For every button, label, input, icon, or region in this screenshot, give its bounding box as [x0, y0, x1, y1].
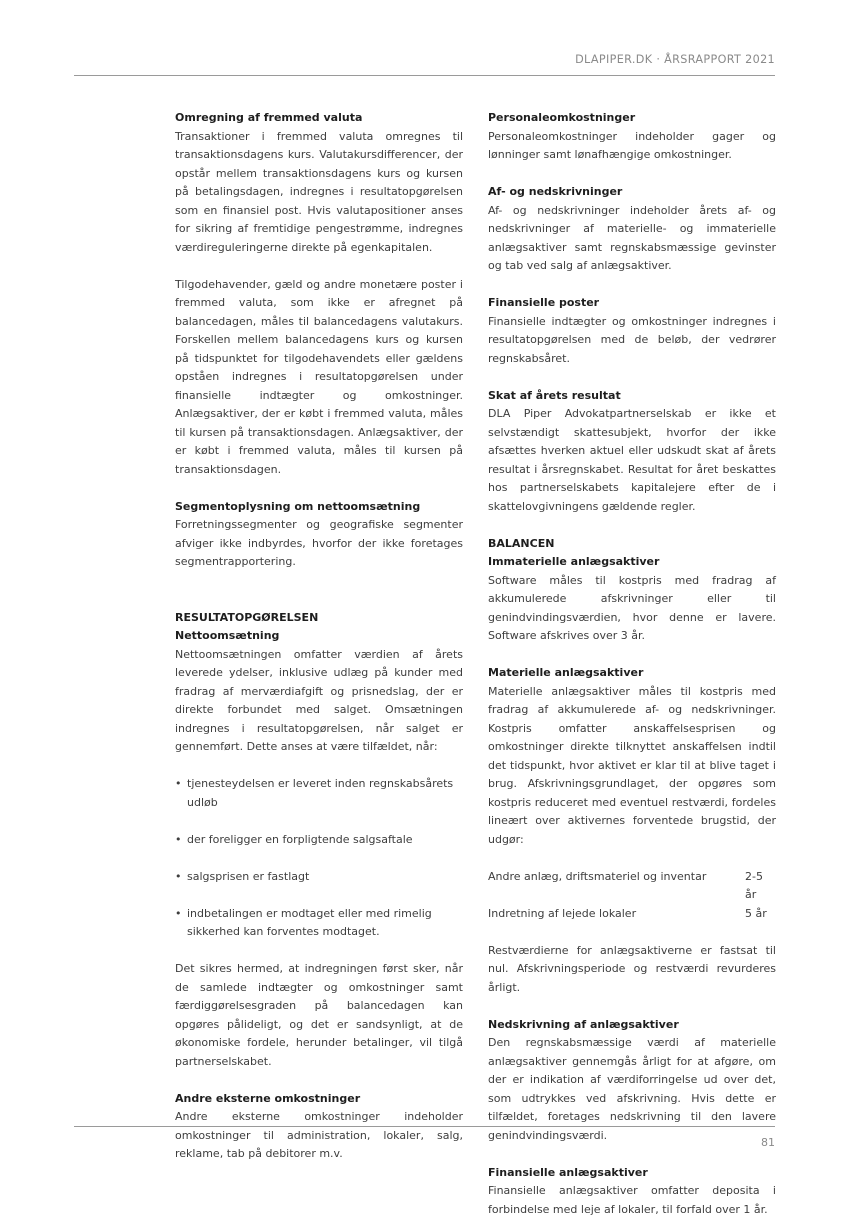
bullet-text: der foreligger en forpligtende salgsaftale: [187, 832, 413, 846]
bullet-text: indbetalingen er modtaget eller med rimelig sikkerhed kan forventes modtaget.: [187, 906, 432, 938]
bullet-text: tjenesteydelsen er leveret inden regnskabsårets udløb: [187, 777, 454, 809]
revenue-heading: Nettoomsætning: [175, 629, 280, 642]
financial-items-paragraph: Finansielle indtægter og omkostninger indregnes i resultatopgørelsen med de beløb, der vedrører regnskabsåret.: [488, 314, 776, 365]
bullet-text: salgsprisen er fastlagt: [187, 869, 310, 883]
page-header: [0, 0, 849, 76]
fx-heading: Omregning af fremmed valuta: [175, 111, 363, 124]
external-costs-heading: Andre eksterne omkostninger: [175, 1091, 361, 1105]
bullet-icon: •: [175, 777, 182, 790]
impairment-paragraph: Den regnskabsmæssige værdi af materielle anlægsaktiver gennemgås årligt for at afgøre, om der er indikation af værdiforringelse ud over det, som udtrykkes ved afskrivning. Hvis dette er tilfældet, foretages nedskrivning til den lavere genindvindingsværdi.: [488, 1036, 776, 1142]
right-column: [488, 109, 776, 1219]
intangible-assets-heading: Immaterielle anlægsaktiver: [488, 555, 660, 568]
external-costs-paragraph: Andre eksterne omkostninger indeholder omkostninger til administration, lokaler, salg, reklame, tab på debitorer m.v.: [175, 1110, 463, 1160]
depreciation-heading: Af- og nedskrivninger: [488, 185, 623, 198]
tax-paragraph: DLA Piper Advokatpartnerselskab er ikke et selvstændigt skattesubjekt, hvorfor der ikke afsættes hverken aktuel eller udskudt skat af årets resultat i årsregnskabet. Resultat for året beskattes hos partnerselskabets kapitalejere efter de i skattelovgivningens gældende regler.: [488, 407, 776, 513]
impairment-heading: Nedskrivning af anlægsaktiver: [488, 1017, 679, 1031]
useful-life-label: Indretning af lejede lokaler: [488, 906, 637, 920]
residual-value-paragraph: Restværdierne for anlægsaktiverne er fastsat til nul. Afskrivningsperiode og restværdi revurderes årligt.: [488, 943, 776, 994]
tangible-assets-paragraph: Materielle anlægsaktiver måles til kostpris med fradrag af akkumulerede af- og nedskrivninger. Kostpris omfatter anskaffelsesprisen og omkostninger direkte tilknyttet anskaffelsen indtil det tidspunkt, hvor aktivet er klar til at blive taget i brug. Afskrivningsgrundlaget, der opgøres som kostpris reduceret med eventuel restværdi, fordeles lineært over aktivernes forventede brugstid, der udgør:: [488, 684, 776, 846]
financial-assets-heading: Finansielle anlægsaktiver: [488, 1165, 648, 1179]
useful-life-row: [488, 905, 776, 924]
financial-assets-paragraph: Finansielle anlægsaktiver omfatter deposita i forbindelse med leje af lokaler, til forfald over 1 år.: [488, 1184, 776, 1216]
balance-section-title: BALANCEN: [488, 536, 555, 550]
tax-heading: Skat af årets resultat: [488, 388, 621, 402]
footer-divider: [74, 1126, 775, 1127]
bullet-icon: •: [175, 832, 182, 846]
bullet-item: [175, 868, 463, 887]
segment-heading: Segmentoplysning om nettoomsætning: [175, 499, 421, 513]
staff-costs-heading: Personaleomkostninger: [488, 111, 636, 124]
depreciation-paragraph: Af- og nedskrivninger indeholder årets af- og nedskrivninger af materielle- og immaterielle anlægsaktiver samt regnskabsmæssige gevinster og tab ved salg af anlægsaktiver.: [488, 203, 776, 272]
page-number: 81: [761, 1136, 775, 1149]
segment-paragraph: Forretningssegmenter og geografiske segmenter afviger ikke indbyrdes, hvorfor der ikke foretages segmentrapportering.: [175, 518, 463, 568]
bullet-item: [175, 775, 463, 812]
income-statement-section-title: RESULTATOPGØRELSEN: [175, 610, 319, 624]
fx-paragraph-1: Transaktioner i fremmed valuta omregnes til transaktionsdagens kurs. Valutakursdifferencer, der opstår mellem transaktionsdagens kurs og kursen på betalingsdagen, indregnes i resultatopgørelsen som en finansiel post. Hvis valutapositioner anses for sikring af fremtidige pengestrømme, indregnes værdireguleringerne direkte på egenkapitalen.: [175, 129, 463, 254]
header-divider: [74, 75, 775, 76]
useful-life-value: 2-5 år: [745, 869, 763, 901]
revenue-paragraph-2: Det sikres hermed, at indregningen først sker, når de samlede indtægter og omkostninger samt færdiggørelsesgraden på balancedagen kan opgøres pålideligt, og det er sandsynligt, at de økonomiske fordele, herunder betalinger, vil tilgå partnerselskabet.: [175, 962, 463, 1068]
tangible-assets-heading: Materielle anlægsaktiver: [488, 666, 644, 679]
header-title: DLAPIPER.DK · ÅRSRAPPORT 2021: [575, 53, 775, 66]
bullet-item: [175, 831, 463, 850]
bullet-item: [175, 905, 463, 942]
financial-items-heading: Finansielle poster: [488, 296, 600, 309]
fx-paragraph-2: Tilgodehavender, gæld og andre monetære poster i fremmed valuta, som ikke er afregnet på balancedagen, måles til balancedagens valutakurs. Forskellen mellem balancedagens kurs og kursen på tidspunktet for tilgodehavendets eller gældens opståen indregnes i resultatopgørelsen under finansielle indtægter og omkostninger. Anlægsaktiver, der er købt i fremmed valuta, måles til kursen på transaktionsdagen. Anlægsaktiver, der er købt i fremmed valuta, måles til kursen på transaktionsdagen.: [175, 277, 463, 476]
staff-costs-paragraph: Personaleomkostninger indeholder gager og lønninger samt lønafhængige omkostninger.: [488, 129, 776, 161]
bullet-icon: •: [175, 869, 182, 883]
useful-life-label: Andre anlæg, driftsmateriel og inventar: [488, 869, 707, 883]
revenue-paragraph: Nettoomsætningen omfatter værdien af årets leverede ydelser, inklusive udlæg på kunder med fradrag af merværdiafgift og prisnedslag, der er direkte forbundet med salget. Omsætningen indregnes i resultatopgørelsen, når salget er gennemført. Dette anses at være tilfældet, når:: [175, 647, 463, 753]
bullet-icon: •: [175, 906, 182, 920]
intangible-assets-paragraph: Software måles til kostpris med fradrag af akkumulerede afskrivninger eller til genindvindingsværdien, hvor denne er lavere. Software afskrives over 3 år.: [488, 573, 776, 642]
useful-life-value: 5 år: [745, 906, 767, 920]
left-column: [175, 109, 463, 1164]
useful-life-row: [488, 868, 776, 905]
